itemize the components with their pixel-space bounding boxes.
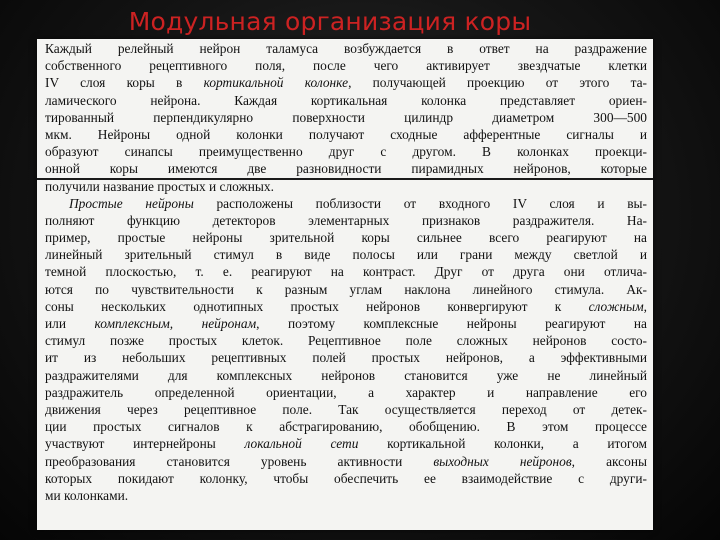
text-line: ламического нейрона. Каждая кортикальная колонка представляет ориен- [45, 92, 647, 108]
text-line: пример, простые нейроны зрительной коры сильнее всего реагируют на [45, 230, 647, 246]
text-line: ются по чувствительности к разным углам наклона линейного стимула. Ак- [45, 281, 647, 297]
text-line: тированный перпендикулярно поверхности цилиндр диаметром 300—500 [45, 109, 647, 125]
text-line: стимул позже простых клеток. Рецептивное поле сложных нейронов состо- [45, 333, 647, 349]
text-line: образуют синапсы преимущественно друг с другом. В колонках проекци- [45, 144, 647, 160]
text-line: получили название простых и сложных. [45, 178, 274, 194]
text-line: собственного рецептивного поля, после чего активирует звездчатые клетки [45, 58, 647, 74]
text-line: ции простых сигналов к абстрагированию, обобщению. В этом процессе [45, 419, 647, 435]
slide-title: Модульная организация коры [128, 7, 532, 36]
text-line: Каждый релейный нейрон таламуса возбуждается в ответ на раздражение [45, 41, 647, 56]
text-line: полняют функцию детекторов элементарных признаков раздражителя. На- [45, 212, 647, 228]
page-text [45, 40, 647, 504]
text-line: или комплексным, нейронам, поэтому комплексные нейроны реагируют на [45, 316, 647, 331]
text-line: ми колонками. [45, 487, 129, 503]
text-line: движения через рецептивное поле. Так осуществляется переход от детек- [45, 401, 647, 417]
text-line: мкм. Нейроны одной колонки получают сходные афферентные сигналы и [45, 126, 647, 142]
text-line: преобразования становится уровень активности выходных нейронов, аксоны [45, 453, 647, 469]
text-line: раздражитель определенной ориентации, а характер и направление его [45, 384, 647, 400]
scanned-page [37, 39, 653, 530]
text-line: раздражителями для комплексных нейронов становится уже не линейный [45, 367, 647, 383]
text-line: линейный зрительный стимул в виде полосы или грани между светлой и [45, 247, 647, 263]
text-line: ит из небольших рецептивных полей простых нейронов, а эффективными [45, 350, 647, 366]
text-line: IV слоя коры в кортикальной колонке, получающей проекцию от этого та- [45, 75, 647, 91]
text-line: темной плоскостью, т. е. реагируют на контраст. Друг от друга они отлича- [45, 264, 647, 280]
text-line: соны нескольких однотипных простых нейронов конвергируют к сложным, [45, 298, 647, 314]
text-line: которых покидают колонку, чтобы обеспечить ее взаимодействие с други- [45, 470, 647, 486]
text-line: участвуют интернейроны локальной сети кортикальной колонки, а итогом [45, 436, 647, 452]
text-line: Простые нейроны расположены поблизости от входного IV слоя и вы- [69, 195, 647, 211]
text-line: онной коры имеются две разновидности пирамидных нейронов, которые [45, 161, 647, 177]
